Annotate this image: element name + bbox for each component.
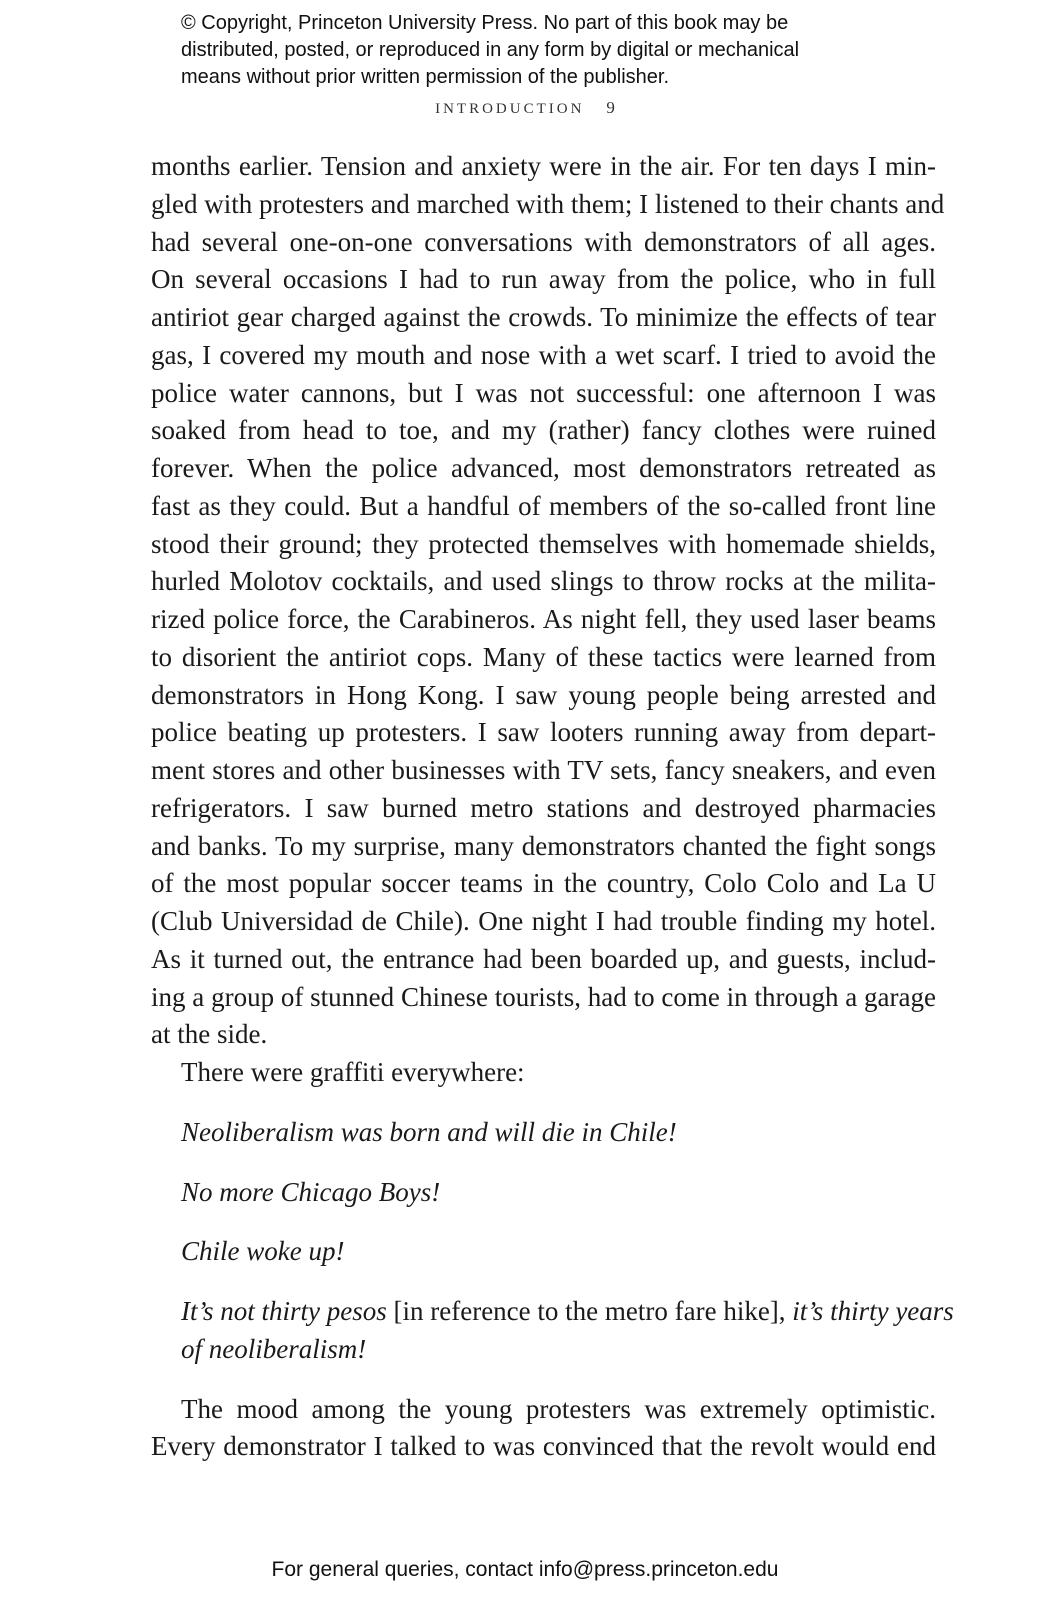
text-line: On several occasions I had to run away from the police, who in full — [151, 264, 936, 295]
quote-line: of neoliberalism! — [181, 1333, 367, 1364]
text-line: As it turned out, the entrance had been boarded up, and guests, includ- — [151, 943, 936, 974]
text-line: forever. When the police advanced, most demonstrators retreated as — [151, 453, 936, 483]
text-line: had several one-on-one conversations with demonstrators of all ages. — [151, 226, 936, 257]
text-line: at the side. — [151, 1019, 268, 1050]
text-line: refrigerators. I saw burned metro stations and destroyed pharmacies — [151, 792, 936, 823]
copyright-line: means without prior written permission of the publisher. — [181, 66, 670, 88]
footer-contact: For general queries, contact info@press.princeton.edu — [271, 1558, 779, 1581]
graffiti-quote: Neoliberalism was born and will die in Chile! — [181, 1116, 677, 1147]
text-line: fast as they could. But a handful of members of the so-called front line — [151, 490, 936, 521]
quote-italic: it’s thirty years — [792, 1296, 954, 1326]
quote-italic: It’s not thirty pesos — [181, 1296, 387, 1326]
text-line: ing a group of stunned Chinese tourists, had to come in through a garage — [151, 981, 936, 1012]
paragraph-1 — [151, 148, 945, 1054]
graffiti-quote — [151, 1293, 954, 1369]
quote-aside: [in reference to the metro fare hike], — [386, 1296, 793, 1326]
text-line: hurled Molotov cocktails, and used slings to throw rocks at the milita- — [151, 566, 936, 597]
running-head — [0, 98, 1050, 118]
paragraph-3 — [151, 1391, 936, 1467]
copyright-line: distributed, posted, or reproduced in any form by digital or mechanical — [181, 39, 800, 61]
copyright-notice — [181, 10, 901, 91]
text-line: Every demonstrator I talked to was convinced that the revolt would end — [151, 1431, 936, 1462]
text-line: The mood among the young protesters was extremely optimistic. — [181, 1393, 936, 1424]
text-line: antiriot gear charged against the crowds. To minimize the effects of tear — [151, 302, 936, 332]
text-line: gled with protesters and marched with them; I listened to their chants and — [151, 188, 945, 219]
body-text — [151, 148, 954, 1466]
text-line: demonstrators in Hong Kong. I saw young people being arrested and — [151, 679, 936, 710]
graffiti-quote: No more Chicago Boys! — [181, 1176, 441, 1207]
chapter-title: INTRODUCTION — [435, 101, 585, 117]
text-line: to disorient the antiriot cops. Many of these tactics were learned from — [151, 641, 936, 672]
text-line: rized police force, the Carabineros. As night fell, they used laser beams — [151, 604, 936, 634]
text-line: police beating up protesters. I saw looters running away from depart- — [151, 717, 936, 748]
text-line: ment stores and other businesses with TV sets, fancy sneakers, and even — [151, 755, 936, 785]
copyright-line: © Copyright, Princeton University Press. No part of this book may be — [181, 12, 789, 34]
text-line: police water cannons, but I was not successful: one afternoon I was — [151, 377, 936, 408]
text-line: of the most popular soccer teams in the country, Colo Colo and La U — [151, 868, 936, 899]
text-line: (Club Universidad de Chile). One night I had trouble finding my hotel. — [151, 906, 936, 936]
quote-line — [151, 1293, 954, 1331]
text-line: and banks. To my surprise, many demonstrators chanted the fight songs — [151, 830, 936, 861]
paragraph-2: There were graffiti everywhere: — [181, 1057, 525, 1087]
text-line: gas, I covered my mouth and nose with a wet scarf. I tried to avoid the — [151, 339, 936, 370]
text-line: months earlier. Tension and anxiety were in the air. For ten days I min- — [151, 151, 936, 181]
graffiti-quote: Chile woke up! — [181, 1236, 345, 1267]
text-line: stood their ground; they protected themselves with homemade shields, — [151, 528, 936, 559]
text-line: soaked from head to toe, and my (rather) fancy clothes were ruined — [151, 415, 936, 446]
page-number: 9 — [606, 98, 615, 117]
